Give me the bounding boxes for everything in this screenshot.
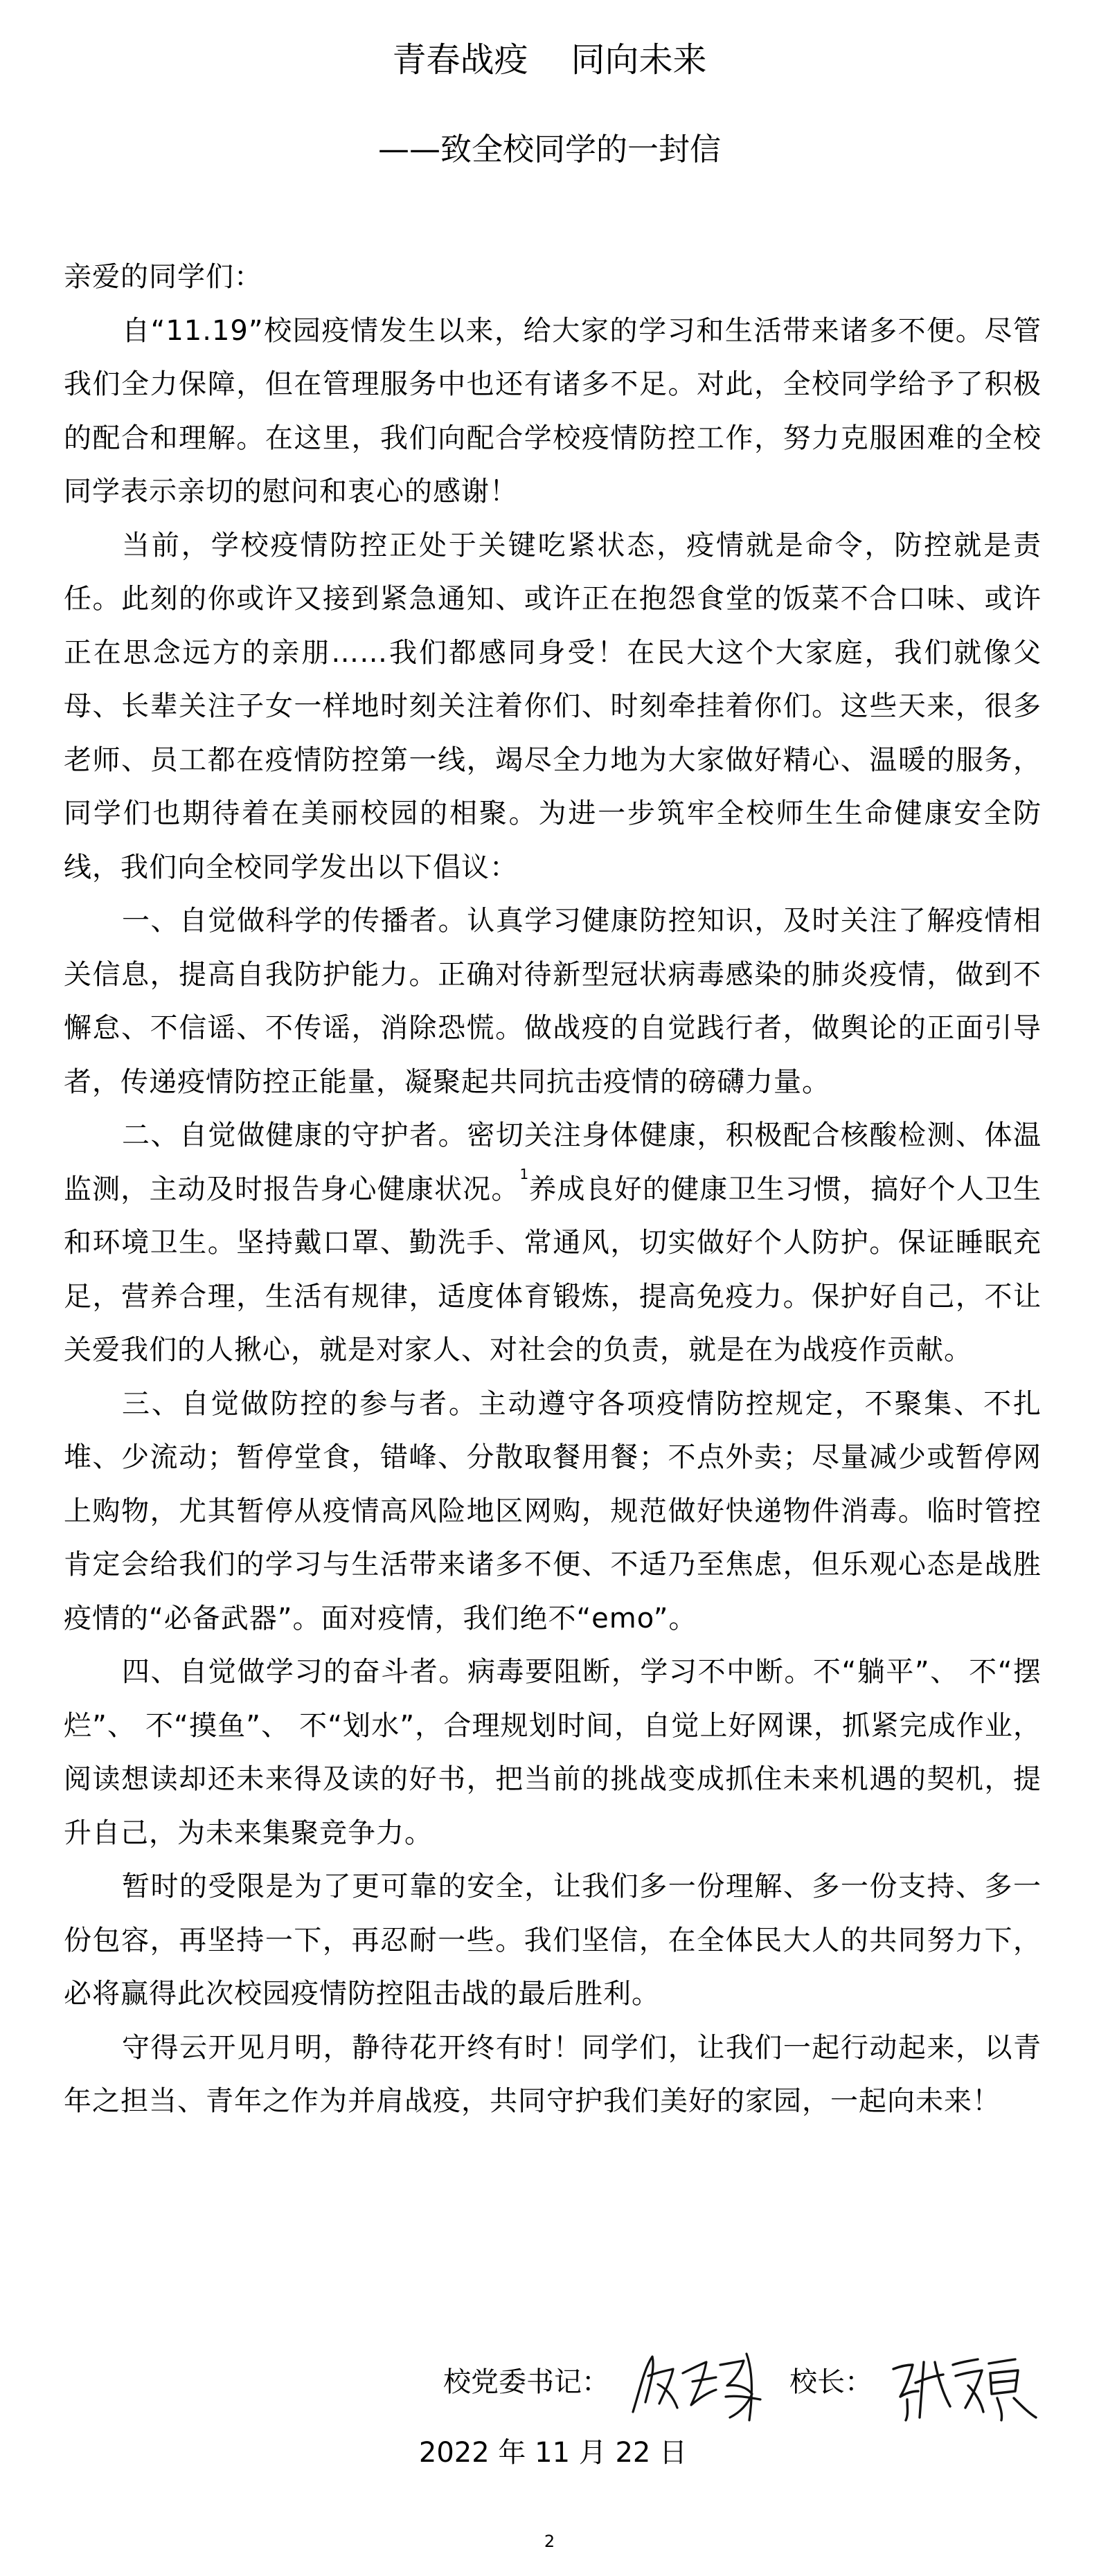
page-number: 2: [544, 2532, 555, 2551]
paragraph-proposal-4: 四、自觉做学习的奋斗者。病毒要阻断，学习不中断。不“躺平”、 不“摆烂”、 不“摸鱼”、 不“划水”，合理规划时间，自觉上好网课，抓紧完成作业，阅读想读却还未来得及读的好书，把当前的挑战变成抓住未来机遇的契机，提升自己，为未来集聚竞争力。: [64, 1656, 1042, 1849]
signature-block: [443, 2355, 1066, 2417]
letter-title: [0, 37, 1099, 83]
paragraph-closing: 守得云开见月明，静待花开终有时！同学们，让我们一起行动起来，以青年之担当、青年之作为并肩战疫，共同守护我们美好的家园，一起向未来！: [64, 2031, 1042, 2117]
paragraph-proposal-2: [64, 1109, 1042, 1378]
paragraph-proposal-3: 三、自觉做防控的参与者。主动遵守各项疫情防控规定，不聚集、不扎堆、少流动；暂停堂食，错峰、分散取餐用餐；不点外卖；尽量减少或暂停网上购物，尤其暂停从疫情高风险地区网购，规范做好快递物件消毒。临时管控肯定会给我们的学习与生活带来诸多不便、不适乃至焦虑，但乐观心态是战胜疫情的“必备武器”。面对疫情，我们绝不“emo”。: [64, 1387, 1042, 1634]
footnote-mark: 1: [519, 1165, 529, 1182]
president-label: 校长：: [789, 2366, 873, 2398]
secretary-label: 校党委书记：: [443, 2366, 609, 2398]
title-part-2: 同向未来: [571, 40, 707, 80]
president-signature-image: [886, 2348, 1046, 2424]
salutation: 亲爱的同学们：: [64, 261, 262, 293]
paragraph-intro: 自“11.19”校园疫情发生以来，给大家的学习和生活带来诸多不便。尽管我们全力保障，但在管理服务中也还有诸多不足。对此，全校同学给予了积极的配合和理解。在这里，我们向配合学校疫情防控工作，努力克服困难的全校同学表示亲切的慰问和衷心的感谢！: [64, 314, 1042, 507]
secretary-signature-image: [625, 2348, 777, 2424]
title-part-1: 青春战疫: [392, 40, 528, 80]
letter-subtitle: ——致全校同学的一封信: [377, 131, 721, 168]
paragraph-current-situation: 当前，学校疫情防控正处于关键吃紧状态，疫情就是命令，防控就是责任。此刻的你或许又接到紧急通知、或许正在抱怨食堂的饭菜不合口味、或许正在思念远方的亲朋……我们都感同身受！在民大这个大家庭，我们就像父母、长辈关注子女一样地时刻关注着你们、时刻牵挂着你们。这些天来，很多老师、员工都在疫情防控第一线，竭尽全力地为大家做好精心、温暖的服务，同学们也期待着在美丽校园的相聚。为进一步筑牢全校师生生命健康安全防线，我们向全校同学发出以下倡议：: [64, 529, 1042, 883]
proposal-2-text-a: 二、自觉做健康的守护者。密切关注身体健康，积极配合核酸检测、体温监测，主动及时报告身心健康状况。: [64, 1119, 1042, 1205]
paragraph-encouragement: 暂时的受限是为了更可靠的安全，让我们多一份理解、多一份支持、多一份包容，再坚持一下，再忍耐一些。我们坚信，在全体民大人的共同努力下，必将赢得此次校园疫情防控阻击战的最后胜利。: [64, 1871, 1042, 2010]
letter-body: [64, 251, 1042, 2129]
letter-date: 2022 年 11 月 22 日: [418, 2437, 688, 2469]
proposal-2-text-b: 养成良好的健康卫生习惯，搞好个人卫生和环境卫生。坚持戴口罩、勤洗手、常通风，切实做好个人防护。保证睡眠充足，营养合理，生活有规律，适度体育锻炼，提高免疫力。保护好自己，不让关爱我们的人揪心，就是对家人、对社会的负责，就是在为战疫作贡献。: [64, 1173, 1042, 1366]
paragraph-proposal-1: 一、自觉做科学的传播者。认真学习健康防控知识，及时关注了解疫情相关信息，提高自我防护能力。正确对待新型冠状病毒感染的肺炎疫情，做到不懈怠、不信谣、不传谣，消除恐慌。做战疫的自觉践行者，做舆论的正面引导者，传递疫情防控正能量，凝聚起共同抗击疫情的磅礴力量。: [64, 905, 1042, 1098]
